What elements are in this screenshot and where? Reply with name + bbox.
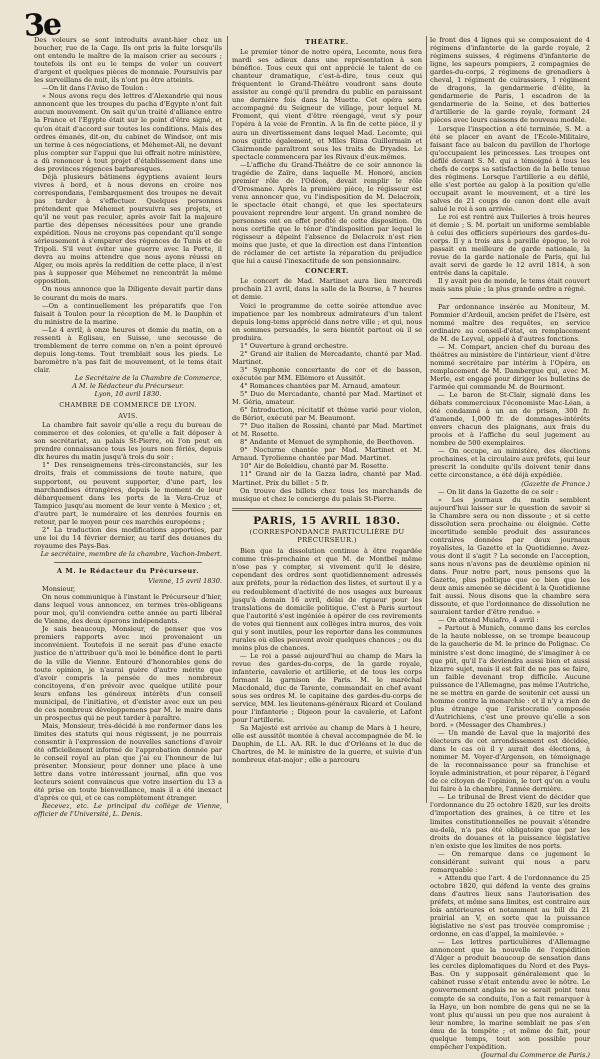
- paragraph: La chambre fait savoir qu'elle a reçu du bureau de commerce et des colonies, et qu'elle a fait déposer à son secrétariat, au palais St-Pierre, où l'on peut en prendre connaissance tous les jours non fériés, depuis dix heures du matin jusqu'à trois du soir :: [34, 421, 222, 462]
- paragraph: — Le tribunal de Brest vient de décider que l'ordonnance du 25 octobre 1820, sur les droits d'importation des graines, à ce titre et les limites constitutionnelles ne pouvait s'étendre au-delà, n'a pas été obligatoire que par les droits de douanes et la puissance législative n'en existe que les limites de nos ports.: [430, 793, 590, 850]
- closing-signature: Recevez, etc. Le principal du collège de Vienne, officier de l'Université, L. Denis.: [34, 802, 222, 819]
- column-separator: [227, 36, 228, 803]
- section-heading: CHAMBRE DE COMMERCE DE LYON.: [59, 401, 197, 410]
- program-item: 11° Grand air de la Gazza ladra, chanté par Mad. Martinet. Prix du billet : 5 fr.: [232, 470, 422, 487]
- paragraph: « Attendu que l'art. 4 de l'ordonnance du 25 octobre 1820, qui défend la vente des grains dans d'autres lieux sans l'autorisation des préfets, et même sans limites, est contraire aux lois antérieures et notamment au bill du 21 prairial an V, en sorte que la puissance législative ne s'est pas trouvée compromise ; ordonne, en cas d'appel, la mainlevée. »: [430, 873, 590, 939]
- paragraph: « Nous avons reçu des lettres d'Alexandrie qui nous annoncent que les troupes du pacha d'Egypte n'ont fait aucun mouvement. On sait qu'un traité d'alliance entre la France et l'Egypte était sur le point d'être signé, et qu'on était d'accord sur toutes les conditions. Mais des ordres émanés, dit-on, du cabinet de Windsor, ont mis un terme à ces négociations, et Méhemet-Ali, ne devant plus compter sur l'appui que lui offrait notre ministère, a dû renoncer à tout projet d'établissement dans une des provinces régences barbaresques.: [34, 92, 222, 173]
- program-item: 8° Andante et Menuet de symphonie, de Beethoven.: [240, 438, 415, 447]
- program-item: 3° Symphonie concertante de cor et de basson, exécutée par MM. Ellémore et Aussitôt.: [232, 365, 422, 382]
- paragraph: Je sais beaucoup, Monsieur, de penser que vos premiers rapports avec moi provenaient un inconvénient. Toutefois il ne serait pas d'une exacte justice de n'attribuer qu'à moi le bénéfice dont le parti de la ville de Vienne. Entouré d'honorables gens de toute opinion, je n'aurai guère d'autre mérite que d'avoir compris la pensée de mes nombreux concitoyens, d'en prévoir avec quelque utilité pour leurs enfans les généreux intérêts d'un conseil municipal, de l'initiative, et d'exister avec eux un peu de ces nombreux développemens par M. le maire dans un prospectus qui ne peut tarder à paraître.: [34, 625, 222, 722]
- section-subheading: AVIS.: [118, 412, 138, 421]
- section-heading-theatre: THÉATRE.: [305, 38, 349, 46]
- paragraph: On nous annonce que la Diligente devait partir dans le courant du mois de mars.: [34, 285, 222, 302]
- paragraph: —L'affiche du Grand-Théâtre de ce soir annonce la tragédie de Zaïre, dans laquelle M. Honoré, ancien premier rôle de l'Odéon, devait remplir le rôle d'Orosmane. Après la première pièce, le régisseur est venu annoncer que, vu l'indisposition de M. Delacroix, le spectacle était changé, et que les spectateurs pouvaient reprendre leur argent. Un grand nombre de personnes ont en effet profité de cette disposition. On nous certifie que le ténor d'indisposition par lequel le régisseur a dépeint l'absence de Delacroix n'est rien moins que juste, et que la direction est dans l'intention de réclamer de cet artiste la réparation du préjudice que lui a causé l'inexactitude de son pensionnaire.: [232, 160, 422, 266]
- paragraph: 2° La traduction des modifications apportées, par une loi du 14 février dernier, au tarif des douanes du royaume des Pays-Bas.: [34, 525, 222, 550]
- column-right: [430, 36, 590, 1059]
- column-middle: [232, 36, 422, 803]
- paragraph: Sa Majesté est arrivée au champ de Mars à 1 heure, elle est aussitôt montée à cheval accompagnée de M. le Dauphin, de LL. AA. RR. le duc d'Orléans et le duc de Chartres, de M. le ministre de la guerre, et suivie d'un nombreux état-major ; elle a parcouru: [232, 724, 422, 765]
- salutation: Monsieur,: [42, 585, 76, 594]
- paragraph: — Le roi a passé aujourd'hui au champ de Mars la revue des gardes-du-corps, de la garde royale, infanterie, cavalerie et artillerie, et de tous les corps formant la garnison de Paris. M. le maréchal Macdonald, duc de Tarente, commandait en chef avant sous ses ordres M. le capitaine des gardes-du-corps de service, MM. les lieutenans-généraux Ricard et Couland pour l'infanterie ; Digeon pour la cavalerie, et Lafont pour l'artillerie.: [232, 651, 422, 725]
- program-item: 5° Duo de Mercadante, chanté par Mad. Martinet et M. Géria, amateur.: [232, 390, 422, 407]
- double-rule: [232, 508, 422, 512]
- paragraph: — Les lettres particulières d'Allemagne annoncent que la nouvelle de l'expédition d'Alger a produit beaucoup de sensation dans les cercles diplomatiques du Nord et des Pays-Bas. On y supposait généralement que le cabinet russe s'était entendu avec le nôtre. Le gouvernement anglais ne se serait point tenu compte de sa conduite, l'on a fait remarquer à la Haye, un bon nombre de gens qui ne se la vont plus qu'aussi un peu que nos auraient à leur nombre, la marine semblait ne pas s'en ému de la tempête ; et même de fait, pour quelque temps, tout son possible pour empêcher l'expédition.: [430, 938, 590, 1051]
- paragraph: —On a continuellement les préparatifs que l'on faisait à Toulon pour la réception de M. le Dauphin et du ministre de la marine.: [34, 301, 222, 326]
- paragraph: — On attend Muiafro, 4 avril :: [438, 616, 539, 625]
- paragraph: Il y avait peu de monde, le tems était couvert mais sans pluie ; la plus grande ordre a régné.: [430, 277, 590, 294]
- paragraph: — On remarque dans ce jugement le considérant suivant qui nous a paru remarquable :: [430, 849, 590, 874]
- divider: [450, 298, 570, 299]
- divider: [54, 562, 202, 563]
- paragraph: — Un mandé de Laval que la majorité des électeurs de cet arrondissement est décidée, dans le cas où il y aurait des élections, à nommer M. Voyer-d'Argenson, en témoignage de la reconnaissance pour sa franchise et loyale administration, et pour réparer, à l'égard de ce citoyen de l'opinion, le tort qu'on a voulu lui faire à la chambre, l'année dernière.: [430, 728, 590, 794]
- paragraph: Le concert de Mad. Martinet aura lieu mercredi prochain 21 avril, dans la salle de la Bourse, à 7 heures et demie.: [232, 277, 422, 302]
- letter-date: Lyon, 10 avril 1830.: [94, 390, 162, 399]
- paragraph: On nous communique à l'instant le Précurseur d'hier, dans lequel vous annoncez, en termes très-obligeans pour moi, qu'il conviendra cette année au parti libéral de Vienne, des deux éperons indépendants.: [34, 593, 222, 626]
- paragraph: Déjà plusieurs bâtimens égyptiens avaient leurs vivres à bord, et à nous devons en croire nos correspondans, l'embarquement des troupes ne devait pas tarder à s'effectuer. Quelques personnes prétendent que Méhemet poursuivra ses projets, et qu'il ne veut pas reculer, après avoir fait la majeure partie des dépenses nécessitées pour une grande expédition. Nous ne croyons pas cependant qu'il songe sérieusement à s'emparer des régences de Tunis et de Tripoli. S'il veut éviter une guerre avec la Porte, il devra au moins attendre que nous ayons réussi en Alger, ou mois après la reddition de cette place, il n'est pas à supposer que Méhemet ne rencontrât la même opposition.: [34, 172, 222, 286]
- page-corner-mark: 3e: [23, 7, 61, 44]
- program-item: 7° Duo italien de Rossini, chanté par Mad. Martinet et M. Rosette.: [232, 422, 422, 439]
- correspondence-subtitle: (CORRESPONDANCE PARTICULIÈRE DU PRÉCURSEUR.): [249, 528, 405, 545]
- paragraph: Voici le programme de cette soirée attendue avec impatience par les nombreux admirateurs d'un talent depuis long-tems apprécié dans notre ville ; et qui, nous en sommes persuadés, le sera bientôt partout où il se produira.: [232, 301, 422, 342]
- program-item: 4° Romances chantées par M. Arnaud, amateur.: [240, 381, 401, 390]
- paragraph: — M. Compart, ancien chef du bureau des théâtres au ministère de l'intérieur, vient d'être nommé secrétaire par intérim à l'Opéra, en remplacement de M. Dambergue qui, avec M. Merle, est engagé pour diriger les bulletins de l'armée qui commande M. de Bourmont.: [430, 342, 590, 391]
- column-separator: [426, 36, 427, 803]
- letter-heading: A M. le Rédacteur du Précurseur.: [56, 567, 200, 575]
- section-heading-concert: CONCERT.: [305, 267, 349, 276]
- paragraph: le front des 4 lignes qui se composaient de 4 régimens d'infanterie de la garde royale, 2 régimens suisses, 4 régimens d'infanterie de ligne, les sapeurs pompiers, 2 compagnies de gardes-du-corps, 2 régimens de grenadiers à cheval, 1 régiment de cuirassiers, 1 régiment de dragons, la gendarmerie d'élite, la gendarmerie de Paris, 1 escadron de la gendarmerie de la Seine, et des batteries d'artillerie de la garde royale, formant 24 pièces avec leurs caissons de nouveau modèle.: [430, 36, 590, 125]
- paragraph: — Le baron de St-Clair, signalé dans les débats commerciaux l'économiste Mac-Léan, a été condamné à un an de prison, 300 fr. d'amende, 1,000 fr. de dommages-intérêts envers chacun des plaignans, aux frais du procès et à l'affiche du seul jugement au nombre de 500 exemplaires.: [430, 391, 590, 448]
- source-credit: (Gazette de France.): [521, 479, 590, 488]
- program-item: 2° Grand air italien de Mercadante, chanté par Mad. Martinet.: [232, 349, 422, 366]
- paragraph: Par ordonnance insérée au Moniteur, M. Pommier d'Ardeuil, ancien préfet de l'Isère, est nommé maître des requêtes, en service ordinaire au conseil-d'état, en remplacement de M. de Leyval, appelé à d'autres fonctions.: [430, 302, 590, 343]
- paragraph: 1° Des renseignemens très-circonstanciés, sur les droits, frais et commissions de toute nature, que supportent, ou peuvent supporter, d'une part, les marchandises étrangères, depuis le moment de leur débarquement dans les ports de la Vera-Cruz et Tampico jusqu'au moment de leur vente à Mexico ; et, d'autre part, le numéraire et les denrées fournis en retour, par le moyen pour ces marchés européens ;: [34, 461, 222, 526]
- paragraph: Le roi est rentré aux Tuileries à trois heures et demie ; S. M. portait un uniforme semblable à celui des officiers supérieurs des gardes-du-corps. Il y a trois ans à pareille époque, le roi passait en meilleure de garde nationale, la revue de la garde nationale de Paris, qui lui avait servi de garde le 12 avril 1814, à son entrée dans la capitale.: [430, 213, 590, 278]
- column-left: [34, 36, 222, 819]
- paragraph: Mais, Monsieur, très-décidé à me renfermer dans les limites des statuts qui nous régissent, je ne pourrais consentir à l'expression de nouvelles sanctions d'avoir été officiellement informé de l'approbation donnée par le conseil royal au plan que j'ai eu l'honneur de lui présenter. Monsieur, pour donner une place à une lettre dans votre intéressant journal, afin que vos lecteurs soient convaincus que votre insertion du 13 a été prise en toute bienveillance, mais il a été inexact d'après ce qui, et ce cas complètement étranger.: [34, 721, 222, 803]
- paragraph: Bien que la dissolution continue à être regardée comme très-prochaine et que M. de Montbel même n'ose pas y compter, si vivement qu'il le désire, cependant des ordres sont quotidiennement adressés aux préfets, pour la rédaction des listes, et surtout il y a eu redoublement d'activité de nos usages aux bureaux jusqu'à demain 16 avril, délai de rigueur pour les translations de domicile politique. C'est à Paris surtout que l'autorité s'est ingéniée à opérer de ces revirements de votes qui tiennent aux collèges intra muros, des voix qui y sont inutiles, pour les reporter dans les communes rurales où elles peuvent avoir quelques chances ; ou du moins plus de chances.: [232, 547, 422, 652]
- program-item: 1° Ouverture à grand orchestre.: [240, 341, 349, 350]
- paragraph: —On lit dans l'Aviso de Toulon :: [42, 84, 148, 93]
- paragraph: —Le 4 avril, à onze heures et demie du matin, on a ressenti à Eglisau, en Suisse, une secousse de tremblement de terre comme on n'en a point éprouvé depuis long-tems. Tout tremblait sous les pieds. Le baromètre n'a pas fait de mouvement, et le tems était clair.: [34, 325, 222, 374]
- program-item: 6° Introduction, récitatif et thème varié pour violon, de Bériot, exécuté par M. Beaumont.: [232, 406, 422, 423]
- paragraph: « Les journaux du matin semblent aujourd'hui laisser sur le question de savoir si la Chambre sera ou non dissoute ; et si cette dissolution sera prochaine ou éloignée. Cette incertitude semble produit des assurances contraires données par deux journaux royalistes, la Gazette et la Quotidienne. Avez-vous dont il s'agit ? La seconde en l'acception, sans nous n'avons pas de deuxième opinion ni dans. Pour notre part, nous pensons que la Gazette, plus politique que ce bien que les deux amis amenée se décident à la Quotidienne fait aussi. Nous disons que la chambre sera dissoute, et que l'ordonnance de dissolution ne sauraient tarder d'être rendue. »: [430, 495, 590, 617]
- paragraph: Lorsque l'inspection a été terminée, S. M. a été se placer en avant de l'Ecole-Militaire, faisant face au balcon du pavillon de l'horloge qu'occupaient les princesses. Les troupes ont défilé devant S. M. qui a témoigné à tous les chefs de corps sa satisfaction de la belle tenue des régimens. Lorsque l'artillerie a eu défilé, elle s'est portée au galop à la position qu'elle occupait avant le mouvement, et a tiré les salves de 21 coups de canon dont elle avait salué le roi à son arrivée.: [430, 124, 590, 213]
- signature: Le Secrétaire de la Chambre de Commerce,: [74, 373, 222, 382]
- paragraph: « Partout à Munich, comme dans les cercles de la haute noblesse, on se trompe beaucoup de la gaucherie de M. le prince de Polignac. Ce ministre s'est donc imaginé, de s'imaginer à ce que pût, qu'il l'a deviendra aussi bien et aussi bizarre sujet, mais il est fait de ne pas se faire, un faible devenant trop difficile. Aucune puissance de l'Allemagne, pas même l'Autriche, ne se mettra en garde de soutenir cet aussi un homme contre la monarchie : et il n'y a rien de plus étrange que l'aristocratie composée d'Autrichiens, c'est une preuve qu'elle a son bord. » (Messager des Chambres.): [430, 624, 590, 729]
- paragraph: Le premier ténor de notre opéra, Lecomte, nous fera mardi ses adieux dans une représentation à son bénéfice. Tous ceux qui ont apprécié le talent de ce chanteur dramatique, c'est-à-dire, tous ceux qui fréquentent le Grand-Théâtre voudront sans doute assister au congé qu'il prendra du public en paraissant une dernière fois dans la Muette. Cet opéra sera accompagné du Seigneur de village, pour lequel M. Froment, qui vient d'être réengagé, veut s'y pour l'opéra à la voie de Frontin. A la fin de cette pièce, il y aura un divertissement dans lequel Mad. Lecomte, qui nous quitte également, et Mlles Rima Guillermain et Clairmonde paraîtront sous les traits de Dryades. Le spectacle commencera par les Rivaux d'eux-mêmes.: [232, 48, 422, 161]
- paragraph: Des voleurs se sont introduits avant-hier chez un boucher, rue de la Cage. Ils ont pris la fuite lorsqu'ils ont entendu le maître de la maison crier au secours ; toutefois ils ont eu le temps de voler un couvert d'argent et quelques pièces de monnaie. Poursuivis par les surveillans de nuit, ils n'ont pu être atteints.: [34, 36, 222, 85]
- program-item: 9° Nocturne chantée par Mad. Martinet et M. Arnaud. Tyrolienne chantée par Mad. Martinet.: [232, 446, 422, 463]
- source-credit: (Journal du Commerce de Paris.): [480, 1050, 590, 1059]
- letter-heading: A M. le Rédacteur du Précurseur.: [72, 382, 184, 391]
- program-item: On trouve des billets chez tous les marchands de musique et chez le concierge du palais St-Pierre.: [232, 486, 422, 503]
- program-item: 10° Air de Boïeldieu, chanté par M. Rosette.: [240, 462, 389, 471]
- paragraph: — On occupe, au ministère, des élections prochaines, et la circulaire aux préfets, qui leur prescrit la conduite qu'ils doivent tenir dans cette circonstance, a été déjà expédiée.: [430, 447, 590, 480]
- letter-date: Vienne, 15 avril 1830.: [148, 577, 222, 586]
- signature: Le secrétaire, membre de la chambre, Vachon-Imbert.: [40, 549, 222, 558]
- paris-dateline: PARIS, 15 AVRIL 1830.: [253, 515, 401, 528]
- paragraph: — On lit dans la Gazette de ce soir :: [438, 487, 559, 496]
